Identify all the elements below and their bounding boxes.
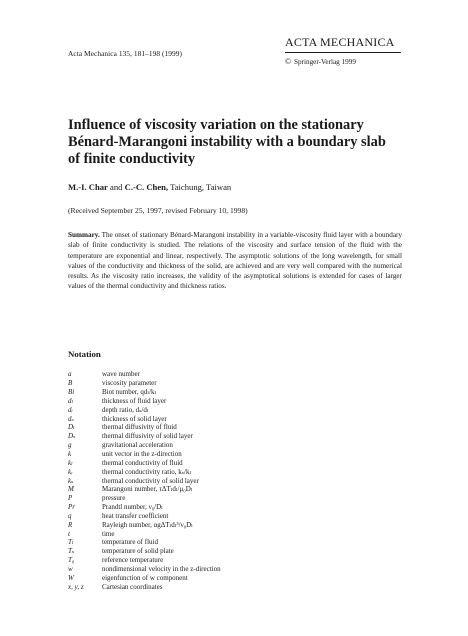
notation-item — [68, 476, 398, 485]
notation-description: nondimensional velocity in the z-direction — [102, 564, 221, 573]
notation-item — [68, 423, 398, 432]
notation-description: gravitational acceleration — [102, 441, 173, 450]
notation-item — [68, 467, 398, 476]
notation-item — [68, 512, 398, 521]
author-1: M.-I. Char — [68, 182, 108, 192]
journal-masthead-name: ACTA MECHANICA — [285, 35, 395, 49]
notation-item — [68, 414, 398, 423]
notation-item — [68, 379, 398, 388]
notation-symbol: Bi — [68, 388, 75, 397]
masthead — [285, 35, 405, 66]
notation-item — [68, 370, 398, 379]
notation-symbol: kᵣ — [68, 467, 73, 476]
notation-description: reference temperature — [102, 556, 164, 565]
received-dates: (Received September 25, 1997, revised February 10, 1998) — [68, 206, 248, 215]
notation-symbol: w — [68, 564, 73, 573]
author-conjunction: and — [110, 182, 123, 192]
notation-description: wave number — [102, 370, 140, 379]
notation-item — [68, 450, 398, 459]
notation-description: viscosity parameter — [102, 379, 157, 388]
notation-symbol: R — [68, 520, 73, 529]
notation-symbol: Tₛ — [68, 547, 75, 556]
notation-symbol: k — [68, 450, 72, 459]
notation-symbol: Pr — [68, 503, 75, 512]
summary-label: Summary. — [68, 231, 100, 239]
notation-item — [68, 556, 398, 565]
notation-symbol: a — [68, 370, 72, 379]
notation-description: depth ratio, dₛ/dₗ — [102, 405, 149, 414]
notation-symbol: dᵣ — [68, 405, 74, 414]
notation-item — [68, 582, 398, 591]
notation-item — [68, 503, 398, 512]
notation-item — [68, 458, 398, 467]
notation-symbol: B — [68, 379, 73, 388]
notation-description: heat transfer coefficient — [102, 511, 169, 520]
journal-reference: Acta Mechanica 135, 181–198 (1999) — [68, 49, 182, 58]
notation-symbol: t — [68, 529, 70, 538]
notation-symbol: dₛ — [68, 414, 74, 423]
notation-description: thermal diffusivity of solid layer — [102, 432, 193, 441]
author-affiliation: Taichung, Taiwan — [170, 182, 232, 192]
notation-description: thickness of solid layer — [102, 414, 167, 423]
notation-description: Prandtl number, ν₀/Dₗ — [102, 503, 163, 512]
title-line-1: Influence of viscosity variation on the stationary — [68, 117, 364, 133]
notation-description: pressure — [102, 494, 126, 503]
notation-description: thermal conductivity of fluid — [102, 458, 183, 467]
article-title — [68, 117, 418, 168]
notation-symbol: x, y, z — [68, 582, 84, 591]
notation-item — [68, 538, 398, 547]
publisher-name: Springer-Verlag 1999 — [294, 57, 356, 66]
notation-description: Biot number, qdₗ/kₗ — [102, 388, 157, 397]
title-line-3: of finite conductivity — [68, 151, 196, 167]
notation-description: eigenfunction of w component — [102, 573, 188, 582]
summary-text: The onset of stationary Bénard-Marangoni instability in a variable-viscosity fluid layer with a boundary slab of finite conductivity is studied. The relations of the viscosity and surface tension of the fluid with the temperature are exponential and linear, respectively. The asymptotic solutions of the long wavelength, for small values of the conductivity and thickness of the solid, are achieved and are very well compared with the numerical results. As the viscosity ratio increases, the validity of the asymptotical solutions is extended for cases of larger values of the thermal conductivity and thickness ratios. — [68, 231, 402, 291]
notation-item — [68, 565, 398, 574]
notation-symbol: kₗ — [68, 458, 73, 467]
notation-item — [68, 520, 398, 529]
notation-list — [68, 370, 398, 591]
notation-symbol: q — [68, 511, 72, 520]
notation-item — [68, 529, 398, 538]
notation-heading: Notation — [68, 349, 101, 359]
notation-symbol: Dₛ — [68, 432, 76, 441]
copyright-line — [285, 57, 405, 66]
notation-item — [68, 494, 398, 503]
notation-item — [68, 485, 398, 494]
notation-symbol: kₛ — [68, 476, 74, 485]
summary-paragraph — [68, 230, 402, 292]
notation-symbol: W — [68, 573, 74, 582]
notation-description: time — [102, 529, 115, 538]
notation-item — [68, 388, 398, 397]
author-line — [68, 182, 231, 192]
notation-description: Marangoni number, τΔTₗdₗ/μ₀Dₗ — [102, 485, 193, 494]
title-line-2: Bénard-Marangoni instability with a boundary slab — [68, 134, 386, 150]
notation-description: thermal conductivity ratio, kₛ/kₗ — [102, 467, 192, 476]
notation-symbol: M — [68, 485, 74, 494]
notation-item — [68, 573, 398, 582]
notation-symbol: Tₗ — [68, 538, 74, 547]
notation-item — [68, 432, 398, 441]
copyright-icon: © — [285, 57, 292, 66]
notation-description: temperature of fluid — [102, 538, 158, 547]
notation-symbol: g — [68, 441, 72, 450]
notation-symbol: T₀ — [68, 556, 75, 565]
notation-description: thermal diffusivity of fluid — [102, 423, 177, 432]
notation-description: thickness of fluid layer — [102, 396, 167, 405]
notation-item — [68, 547, 398, 556]
notation-symbol: P — [68, 494, 73, 503]
masthead-rule — [285, 52, 401, 53]
author-2: C.-C. Chen, — [124, 182, 169, 192]
notation-item — [68, 397, 398, 406]
notation-symbol: dₗ — [68, 396, 74, 405]
notation-description: unit vector in the z-direction — [102, 450, 182, 459]
notation-description: Cartesian coordinates — [102, 582, 163, 591]
notation-description: temperature of solid plate — [102, 547, 174, 556]
notation-item — [68, 405, 398, 414]
notation-item — [68, 441, 398, 450]
notation-description: thermal conductivity of solid layer — [102, 476, 199, 485]
notation-symbol: Dₗ — [68, 423, 75, 432]
notation-description: Rayleigh number, αgΔTₗdₗ³/ν₀Dₗ — [102, 520, 193, 529]
